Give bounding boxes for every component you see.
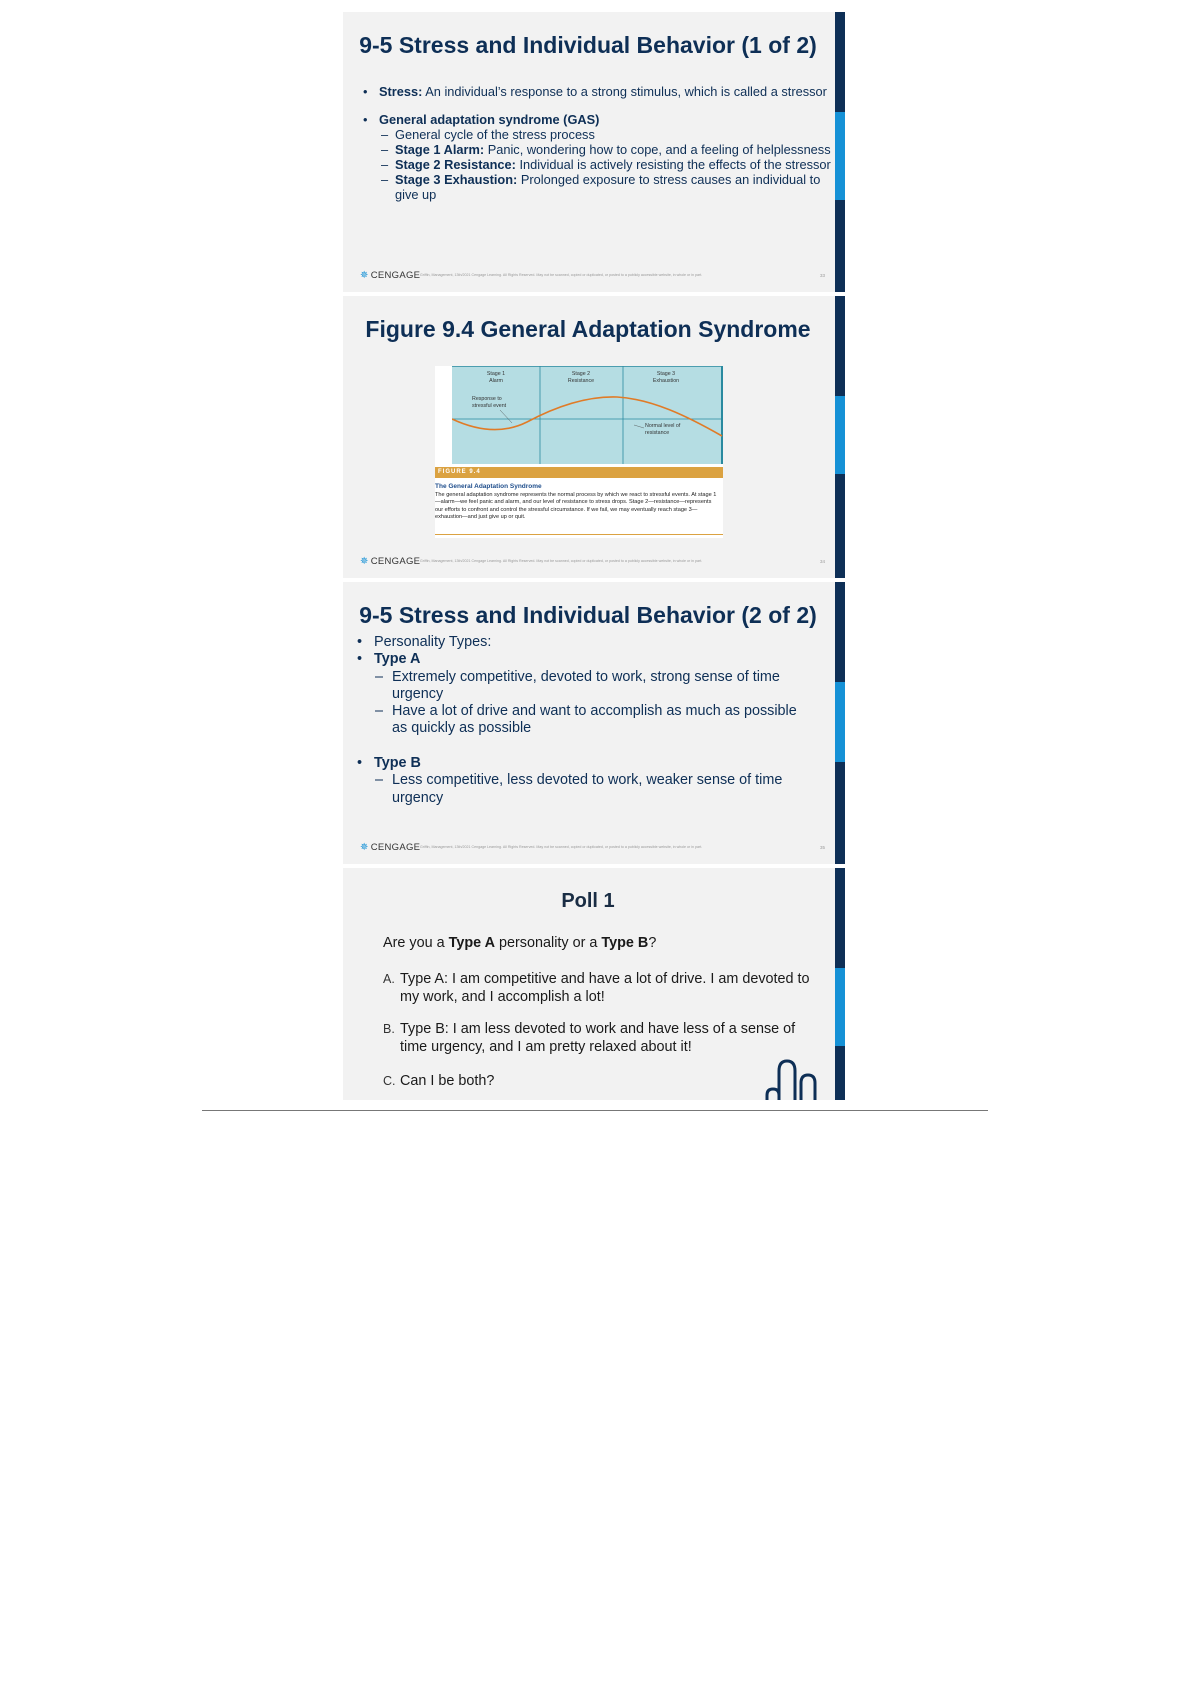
- stage-name: Stage 2: [571, 371, 591, 377]
- stage-name: Stage 1: [486, 371, 506, 377]
- response-label: Response to stressful event: [472, 396, 507, 409]
- poll-option-b[interactable]: [383, 1020, 815, 1056]
- accent-bar-highlight: [835, 968, 845, 1046]
- sub-bullet: [360, 157, 831, 172]
- slide-footer: [360, 556, 825, 570]
- stage-name: Stage 3: [656, 371, 676, 377]
- option-text: Can I be both?: [400, 1073, 495, 1089]
- slide-1: [343, 12, 845, 292]
- stage-label: [624, 371, 708, 385]
- copyright-text: Griffin, Management, 13th/2021 Cengage Learning. All Rights Reserved. May not be scanned, copied or duplicated, or posted to a publicly accessible website, in whole or in part.: [420, 273, 703, 277]
- slide-4: [343, 868, 845, 1100]
- term-gas: General adaptation syndrome (GAS): [379, 112, 600, 127]
- option-letter: C.: [383, 1074, 396, 1088]
- cengage-logo: [360, 556, 420, 567]
- cengage-logo-icon: ✵: [360, 842, 369, 853]
- question-text: Are you a: [383, 935, 449, 951]
- sub-bullet-text: Individual is actively resisting the effects of the stressor: [515, 157, 831, 172]
- sub-bullet-text: General cycle of the stress process: [395, 127, 595, 142]
- stage-text: Alarm: [489, 378, 503, 384]
- normal-leader: [634, 425, 644, 428]
- option-text: Type A: I am competitive and have a lot of drive. I am devoted to my work, and I accomplish a lot!: [400, 971, 810, 1005]
- option-letter: B.: [383, 1022, 395, 1036]
- figure-caption: The general adaptation syndrome represents the normal process by which we react to stressful events. At stage 1—alarm—we feel panic and alarm, and our level of resistance to stress drops. Stage 2—resistance—represents our efforts to confront and control the stressful circumstance. If we fail, we may eventually reach stage 3—exhaustion—and just give up or quit.: [435, 492, 717, 520]
- bullet-intro: [352, 634, 815, 651]
- poll-option-a[interactable]: [383, 970, 815, 1006]
- slide-title: 9-5 Stress and Individual Behavior (2 of 2): [359, 602, 817, 628]
- figure-rule: [435, 534, 723, 535]
- figure-band: FIGURE 9.4: [435, 467, 723, 478]
- bullet-text: Personality Types:: [374, 634, 492, 650]
- sub-bullet-text: Have a lot of drive and want to accomplish as much as possible as quickly as possible: [392, 703, 797, 737]
- cengage-logo: [360, 842, 420, 853]
- accent-bar-highlight: [835, 396, 845, 474]
- page-number: 34: [819, 559, 825, 564]
- question-type-a: Type A: [448, 935, 495, 951]
- stage-label: [539, 371, 623, 385]
- poll-question: [383, 935, 656, 951]
- bullet-list-type-b: [352, 755, 815, 807]
- stage-text: Exhaustion: [652, 378, 680, 384]
- slide-footer: [360, 270, 825, 284]
- cengage-logo-icon: ✵: [360, 556, 369, 567]
- bullet-type-b: [352, 755, 815, 772]
- sub-bullet-text: Panic, wondering how to cope, and a feeling of helplessness: [484, 142, 831, 157]
- sub-bullet: [360, 142, 831, 157]
- copyright-text: Griffin, Management, 13th/2021 Cengage Learning. All Rights Reserved. May not be scanned, copied or duplicated, or posted to a publicly accessible website, in whole or in part.: [420, 845, 703, 849]
- bullet-term: Type A: [374, 651, 421, 668]
- term-stress: Stress:: [379, 84, 423, 99]
- bullet-list: [360, 84, 831, 99]
- stage-label: [454, 371, 538, 385]
- sub-bullet-term: Stage 2 Resistance:: [395, 157, 516, 172]
- question-text: ?: [648, 935, 657, 951]
- accent-bar-highlight: [835, 682, 845, 762]
- poll-option-c[interactable]: [383, 1072, 815, 1090]
- slide-3: [343, 582, 845, 864]
- slide-title: 9-5 Stress and Individual Behavior (1 of 2): [359, 32, 817, 58]
- def-stress: An individual’s response to a strong stimulus, which is called a stressor: [422, 84, 827, 99]
- logo-text: CENGAGE: [370, 556, 421, 567]
- bullet-term: Type B: [374, 755, 421, 771]
- sub-bullet-text: Prolonged exposure to stress causes an individual to give up: [395, 172, 821, 202]
- sub-bullet: [360, 172, 831, 202]
- question-text: personality or a: [495, 935, 602, 951]
- bullet-gas: [360, 112, 831, 127]
- figure-9-4: [435, 366, 723, 538]
- sub-bullet: [352, 703, 815, 738]
- sub-bullet: [360, 127, 831, 142]
- page-divider: [202, 1110, 988, 1111]
- figure-caption-title: The General Adaptation Syndrome: [435, 483, 542, 490]
- response-leader: [500, 410, 512, 423]
- cengage-logo: [360, 270, 420, 281]
- slide-footer: [360, 842, 825, 856]
- sub-bullet: [352, 669, 815, 704]
- sub-bullet-term: Stage 3 Exhaustion:: [395, 172, 518, 187]
- bullet-stress: [360, 84, 831, 99]
- logo-text: CENGAGE: [370, 842, 421, 853]
- slide-title: Poll 1: [561, 890, 615, 912]
- sub-bullet-term: Stage 1 Alarm:: [395, 142, 485, 157]
- page-number: 33: [819, 273, 825, 278]
- poll-hand-icon: [761, 1053, 831, 1100]
- copyright-text: Griffin, Management, 13th/2021 Cengage Learning. All Rights Reserved. May not be scanned, copied or duplicated, or posted to a publicly accessible website, in whole or in part.: [420, 559, 703, 563]
- question-type-b: Type B: [601, 935, 649, 951]
- page-number: 35: [819, 845, 825, 850]
- gas-diagram: [452, 366, 723, 464]
- cengage-logo-icon: ✵: [360, 270, 369, 281]
- option-text: Type B: I am less devoted to work and have less of a sense of time urgency, and I am pretty relaxed about it!: [400, 1021, 796, 1055]
- accent-bar-highlight: [835, 112, 845, 200]
- slide-2: [343, 296, 845, 578]
- bullet-list-gas: [360, 112, 831, 202]
- bullet-list: [352, 634, 815, 738]
- bullet-type-a: [352, 651, 815, 668]
- normal-resistance-label: Normal level of resistance: [645, 423, 681, 436]
- stage-text: Resistance: [567, 378, 595, 384]
- sub-bullet: [352, 772, 815, 807]
- logo-text: CENGAGE: [370, 270, 421, 281]
- sub-bullet-text: Less competitive, less devoted to work, weaker sense of time urgency: [392, 772, 783, 806]
- slide-title: Figure 9.4 General Adaptation Syndrome: [365, 316, 811, 342]
- option-letter: A.: [383, 972, 395, 986]
- sub-bullet-text: Extremely competitive, devoted to work, strong sense of time urgency: [392, 668, 780, 702]
